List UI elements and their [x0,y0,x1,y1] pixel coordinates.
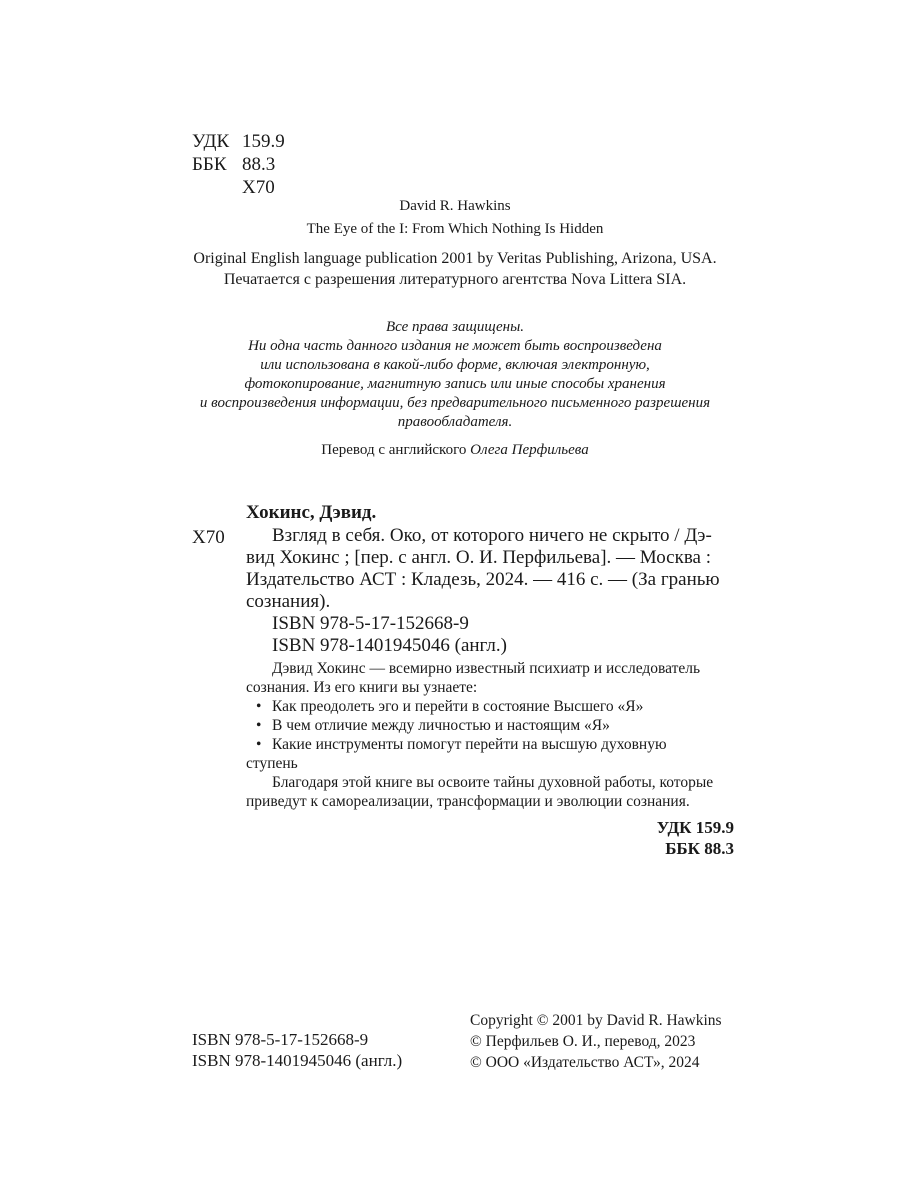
card-isbn-block [272,613,507,657]
rights-line: Все права защищены. [385,319,525,335]
copyright-block [470,1010,722,1073]
original-title-block [150,197,760,239]
original-author: David R. Hawkins [399,198,511,214]
annotation-block [246,659,734,811]
publication-line-1: Original English language publication 2001 by Veritas Publishing, Arizona, USA. [193,250,717,267]
card-isbn-2: ISBN 978-1401945046 (англ.) [272,635,507,656]
translation-line [150,441,760,460]
translation-prefix: Перевод с английского [321,442,471,458]
annotation-bullet [254,735,734,754]
bullet-text: Какие инструменты помогут перейти на высшую духовную [272,736,667,753]
bbk-value: 88.3 [242,154,276,175]
classification-block [192,130,285,199]
annotation-outro-2: приведут к самореализации, трансформации и эволюции сознания. [246,793,690,810]
bullet-text: Как преодолеть эго и перейти в состояние Высшего «Я» [272,698,644,715]
card-isbn-1: ISBN 978-5-17-152668-9 [272,613,469,634]
card-line: Издательство АСТ : Кладезь, 2024. — 416 с. — (За гранью [246,569,720,590]
card-mark: Х70 [192,527,225,548]
codes-block [560,817,734,859]
translator-name: Олега Перфильева [470,442,589,458]
copyright-line-1: Copyright © 2001 by David R. Hawkins [470,1012,722,1029]
bbk-line [192,153,285,176]
rights-line: Ни одна часть данного издания не может быть воспроизведена [248,338,662,354]
bullet-marker: • [256,717,262,734]
udk-label: УДК [192,131,230,152]
bottom-isbn-block [192,1029,402,1071]
bullet-text: В чем отличие между личностью и настоящим «Я» [272,717,610,734]
bullet-continuation: ступень [246,755,298,772]
bullet-marker: • [256,698,262,715]
card-line: вид Хокинс ; [пер. с англ. О. И. Перфильева]. — Москва : [246,547,712,568]
rights-line: и воспроизведения информации, без предварительного письменного разрешения [199,395,711,411]
udk-value: 159.9 [242,131,285,152]
rights-line: или использована в какой-либо форме, включая электронную, [260,357,650,373]
card-line: сознания). [246,591,331,612]
card-description-cont [246,547,734,613]
bullet-marker: • [256,736,262,753]
author-mark: Х70 [242,177,275,198]
annotation-bullet [254,716,734,735]
card-line: Взгляд в себя. Око, от которого ничего не скрыто / Дэ- [272,525,712,546]
rights-line: фотокопирование, магнитную запись или иные способы хранения [244,376,666,392]
rights-block [150,318,760,432]
card-description [272,525,734,547]
copyright-line-3: © ООО «Издательство АСТ», 2024 [470,1054,700,1071]
publication-line-2: Печатается с разрешения литературного агентства Nova Littera SIA. [223,271,687,288]
original-title: The Eye of the I: From Which Nothing Is Hidden [306,221,604,237]
bottom-isbn-2: ISBN 978-1401945046 (англ.) [192,1051,403,1070]
bbk-label: ББК [192,154,227,175]
annotation-bullet [254,697,734,716]
annotation-outro-1: Благодаря этой книге вы освоите тайны духовной работы, которые [272,774,714,791]
card-author: Хокинс, Дэвид. [246,502,377,523]
codes-bbk: ББК 88.3 [665,839,734,858]
rights-line: правообладателя. [397,414,513,430]
copyright-line-2: © Перфильев О. И., перевод, 2023 [470,1033,696,1050]
annotation-intro-1: Дэвид Хокинс — всемирно известный психиатр и исследователь [272,660,701,677]
bottom-isbn-1: ISBN 978-5-17-152668-9 [192,1030,369,1049]
codes-udk: УДК 159.9 [656,818,734,837]
udk-line [192,130,285,153]
publication-block [150,248,760,290]
annotation-intro-2: сознания. Из его книги вы узнаете: [246,679,478,696]
